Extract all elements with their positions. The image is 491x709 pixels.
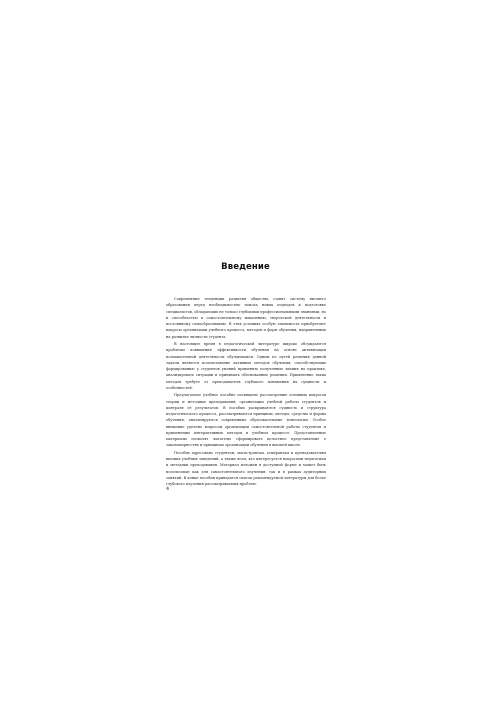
chapter-heading: Введение: [221, 262, 270, 272]
body-text: [166, 296, 326, 489]
page-number: 4: [166, 486, 170, 492]
paragraph: Предлагаемое учебное пособие посвящено рассмотрению основных вопросов теории и методики преподавания, организации учебной работы студентов и контроля её результатов. В пособии раскрываются сущность и структура педагогического процесса, рассматриваются принципы, методы, средства и формы обучения, анализируются современные образовательные технологии. Особое внимание уделено вопросам организации самостоятельной работы студентов и применению интерактивных методов в учебном процессе. Представленные материалы позволят читателю сформировать целостное представление о закономерностях и принципах организации обучения в высшей школе.: [166, 393, 326, 448]
paragraph: Пособие адресовано студентам, магистрантам, аспирантам и преподавателям высших учебных заведений, а также всем, кто интересуется вопросами педагогики и методики преподавания. Материал изложен в доступной форме и может быть использован как для самостоятельного изучения, так и в рамках аудиторных занятий. В конце пособия приводится список рекомендуемой литературы для более глубокого изучения рассматриваемых проблем.: [166, 450, 326, 487]
paragraph: Современные тенденции развития общества ставят систему высшего образования перед необходимостью поиска новых подходов к подготовке специалистов, обладающих не только глубокими профессиональными знаниями, но и способностью к самостоятельному мышлению, творческой деятельности и постоянному самообразованию. В этих условиях особую значимость приобретают вопросы организации учебного процесса, методов и форм обучения, направленных на развитие личности студента.: [166, 297, 326, 339]
paragraph: В настоящее время в педагогической литературе широко обсуждаются проблемы повышения эффективности обучения на основе активизации познавательной деятельности обучающихся. Одним из путей решения данной задачи является использование активных методов обучения, способствующих формированию у студентов умений применять полученные знания на практике, анализировать ситуации и принимать обоснованные решения. Применение таких методов требует от преподавателя глубокого понимания их сущности и особенностей.: [166, 342, 326, 390]
